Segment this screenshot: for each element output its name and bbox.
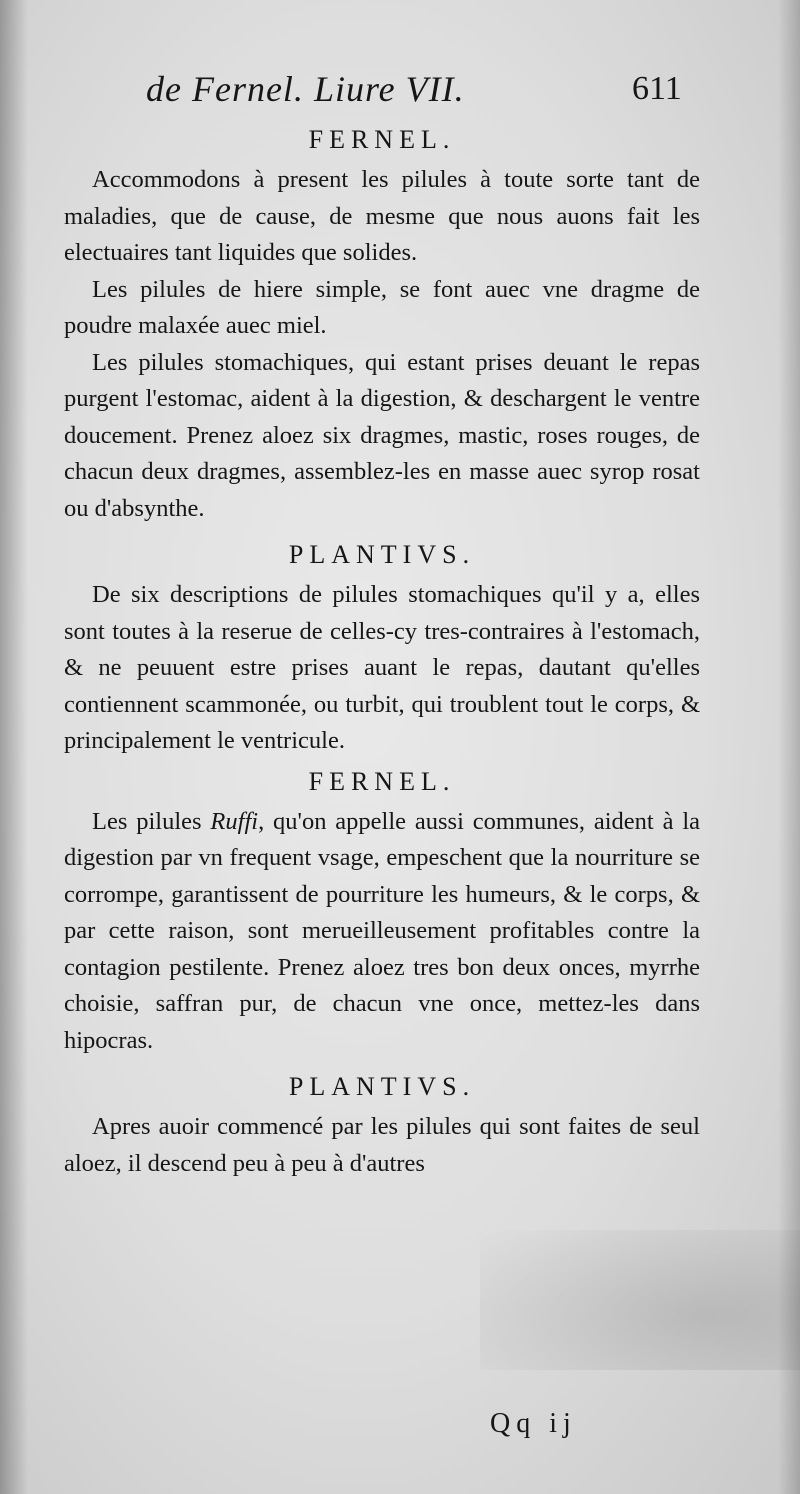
section-heading-fernel: FERNEL.: [308, 125, 456, 154]
page-number: 611: [632, 70, 682, 107]
running-title: de Fernel. Liure VII.: [146, 69, 465, 109]
paragraph: Apres auoir commencé par les pilules qui sont faites de seul aloez, il descend peu à peu à d'autres: [64, 1113, 700, 1177]
paper-stain: [480, 1230, 800, 1370]
paragraph: Accommodons à present les pilules à toute sorte tant de maladies, que de cause, de mesme que nous auons fait les electuaires tant liquides que solides.: [64, 166, 700, 266]
main-text: [64, 118, 700, 1182]
paragraph: [64, 804, 700, 1060]
paragraph: Les pilules stomachiques, qui estant prises deuant le repas purgent l'estomac, aident à la digestion, & deschargent le ventre doucement. Prenez aloez six dragmes, mastic, roses rouges, de chacun deux dragmes, assemblez-les en masse auec syrop rosat ou d'absynthe.: [64, 348, 700, 522]
paragraph-text: , qu'on appelle aussi communes, aident à la digestion par vn frequent vsage, empeschent que la nourriture se corrompe, garantissent de pourriture les humeurs, & le corps, & par cette raison, sont merueilleusement profitables contre la contagion pestilente. Prenez aloez tres bon deux onces, myrrhe choisie, saffran pur, de chacun vne once, mettez-les dans hipocras.: [64, 807, 700, 1054]
paragraph: De six descriptions de pilules stomachiques qu'il y a, elles sont toutes à la reserue de celles-cy tres-contraires à l'estomach, & ne peuuent estre prises auant le repas, dautant qu'elles contiennent scammonée, ou turbit, qui troublent tout le corps, & principalement le ventricule.: [64, 581, 700, 754]
paragraph-text: Les pilules: [92, 807, 211, 835]
signature-mark: Qq ij: [490, 1408, 577, 1439]
page-header: [0, 68, 800, 118]
section-heading-plantius: PLANTIVS.: [288, 1072, 476, 1101]
binding-shadow: [0, 0, 28, 1494]
section-heading-fernel: FERNEL.: [308, 766, 456, 796]
italic-name: Ruffi: [210, 807, 259, 835]
paragraph: Les pilules de hiere simple, se font auec vne dragme de poudre malaxée auec miel.: [64, 275, 700, 339]
section-heading-plantius: PLANTIVS.: [288, 540, 476, 569]
